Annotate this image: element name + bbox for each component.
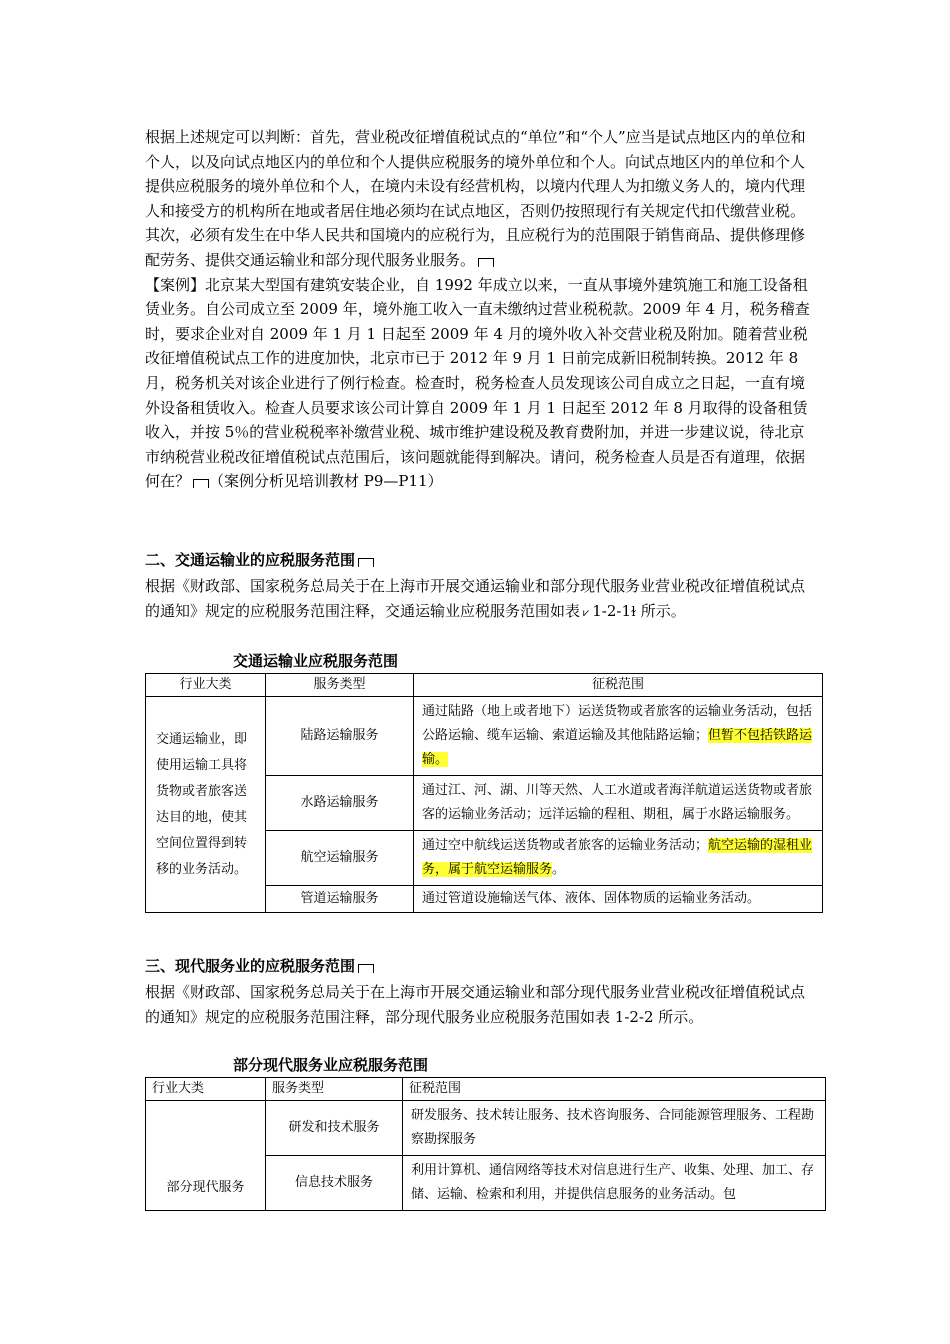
scope-cell: 通过陆路（地上或者地下）运送货物或者旅客的运输业务活动，包括公路运输、缆车运输、索道运输及其他陆路运输；但暂不包括铁路运输。 — [414, 697, 823, 776]
scope-cell: 研发服务、技术转让服务、技术咨询服务、合同能源管理服务、工程勘察勘探服务 — [403, 1101, 826, 1156]
service-type-cell: 陆路运输服务 — [266, 697, 414, 776]
scope-cell: 通过江、河、湖、川等天然、人工水道或者海洋航道运送货物或者旅客的运输业务活动；远洋运输的程租、期租，属于水路运输服务。 — [414, 776, 823, 831]
arrow-icon: ⩗ — [583, 605, 590, 619]
highlighted-text: 但暂不包括铁路运输。 — [422, 728, 813, 767]
industry-category-cell: 部分现代服务 — [146, 1101, 266, 1211]
col-scope-header: 征税范围 — [403, 1078, 826, 1101]
table-ref: 1-2-1 — [592, 601, 632, 620]
service-type-cell: 管道运输服务 — [266, 886, 414, 913]
table-header-row — [146, 1078, 826, 1101]
case-paragraph: 【案例】北京某大型国有建筑安装企业，自 1992 年成立以来，一直从事境外建筑施工和施工设备租赁业务。自公司成立至 2009 年，境外施工收入一直未缴纳过营业税税款。2009 年 4 月，税务稽查时，要求企业对自 2009 年 1 月 1 日起至 2009 年 4 月的境外收入补交营业税及附加。随着营业税改征增值税试点工作的进度加快，北京市已于 2012 年 9 月 1 日前完成新旧税制转换。2012 年 8 月，税务机关对该企业进行了例行检查。检查时，税务检查人员发现该公司自成立之日起，一直有境外设备租赁收入。检查人员要求该公司计算自 2009 年 1 月 1 日起至 2012 年 8 月取得的设备租赁收入，并按 5％的营业税税率补缴营业税、城市维护建设税及教育费附加，并进一步建议说，待北京市纳税营业税改征增值税试点范围后，该问题就能得到解决。请问，税务检查人员是否有道理，依据何在？ （案例分析见培训教材 P9—P11） — [145, 275, 810, 491]
col-industry-header: 行业大类 — [146, 674, 266, 697]
table-row — [146, 1101, 826, 1156]
transport-table — [145, 673, 823, 913]
table2-caption: 部分现代服务业应税服务范围 — [233, 1056, 429, 1074]
service-type-cell: 研发和技术服务 — [266, 1101, 403, 1156]
scope-cell: 通过管道设施输送气体、液体、固体物质的运输业务活动。 — [414, 886, 823, 913]
paragraph-mark-icon — [358, 964, 374, 973]
section3-heading: 三、现代服务业的应税服务范围 — [145, 954, 374, 978]
table-row — [146, 697, 823, 776]
section2-heading: 二、交通运输业的应税服务范围 — [145, 548, 374, 572]
col-scope-header: 征税范围 — [414, 674, 823, 697]
paragraph-mark-icon — [193, 479, 209, 488]
scope-cell: 通过空中航线运送货物或者旅客的运输业务活动；航空运输的湿租业务，属于航空运输服务。 — [414, 831, 823, 886]
col-service-type-header: 服务类型 — [266, 674, 414, 697]
paragraph-mark-icon — [358, 558, 374, 567]
table-header-row — [146, 674, 823, 697]
industry-category-cell: 交通运输业，即使用运输工具将货物或者旅客送达目的地，使其空间位置得到转移的业务活动。 — [146, 697, 266, 913]
intro-paragraph-2: 其次，必须有发生在中华人民共和国境内的应税行为，且应税行为的范围限于销售商品、提供修理修配劳务、提供交通运输业和部分现代服务业服务。 — [145, 226, 806, 269]
section3-text — [145, 980, 813, 1029]
cursor-mark-icon: ɫ — [631, 604, 636, 620]
service-type-cell: 信息技术服务 — [266, 1156, 403, 1211]
service-type-cell: 航空运输服务 — [266, 831, 414, 886]
col-service-type-header: 服务类型 — [266, 1078, 403, 1101]
section3-paragraph: 根据《财政部、国家税务总局关于在上海市开展交通运输业和部分现代服务业营业税改征增值税试点的通知》规定的应税服务范围注释，部分现代服务业应税服务范围如表 1-2-2 所示。 — [145, 983, 806, 1026]
table1-caption: 交通运输业应税服务范围 — [233, 652, 399, 670]
highlighted-text: 航空运输的湿租业务，属于航空运输服务 — [422, 838, 813, 877]
intro-text — [145, 125, 813, 494]
service-type-cell: 水路运输服务 — [266, 776, 414, 831]
intro-paragraph-1: 根据上述规定可以判断：首先，营业税改征增值税试点的“单位”和“个人”应当是试点地区内的单位和个人，以及向试点地区内的单位和个人提供应税服务的境外单位和个人。向试点地区内的单位和个人提供应税服务的境外单位和个人，在境内未设有经营机构，以境内代理人为扣缴义务人的，境内代理人和接受方的机构所在地或者居住地必须均在试点地区，否则仍按照现行有关规定代扣代缴营业税。 — [145, 128, 806, 220]
col-industry-header: 行业大类 — [146, 1078, 266, 1101]
scope-cell: 利用计算机、通信网络等技术对信息进行生产、收集、处理、加工、存储、运输、检索和利用，并提供信息服务的业务活动。包 — [403, 1156, 826, 1211]
section2-text: 根据《财政部、国家税务总局关于在上海市开展交通运输业和部分现代服务业营业税改征增值税试点的通知》规定的应税服务范围注释，交通运输业应税服务范围如表 ⩗ 1-2-1ɫ 所示。 — [145, 574, 813, 625]
modern-service-table — [145, 1077, 826, 1211]
paragraph-mark-icon — [478, 258, 494, 267]
